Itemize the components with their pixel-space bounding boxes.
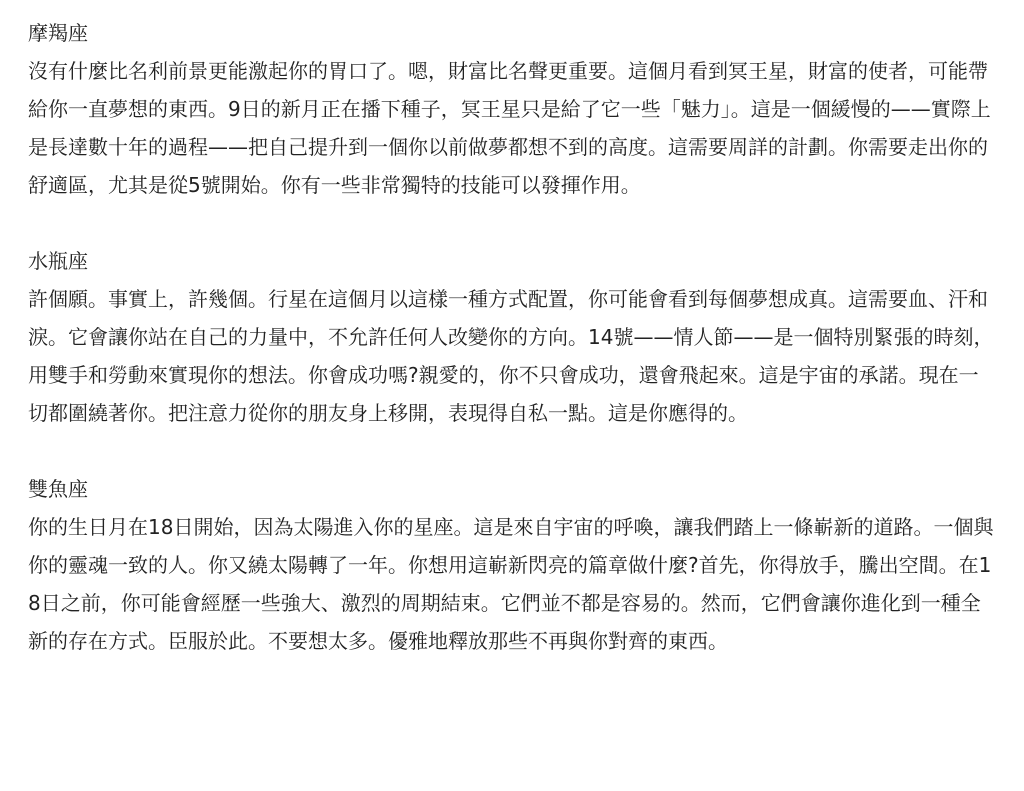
section-title: 雙魚座: [28, 477, 88, 501]
section-text: 你的生日月在18日開始，因為太陽進入你的星座。這是來自宇宙的呼喚，讓我們踏上一條嶄新的道路。一個與你的靈魂一致的人。你又繞太陽轉了一年。你想用這嶄新閃亮的篇章做什麼?首先，你得放手，騰出空間。在18日之前，你可能會經歷一些強大、激烈的周期結束。它們並不都是容易的。然而，它們會讓你進化到一種全新的存在方式。臣服於此。不要想太多。優雅地釋放那些不再與你對齊的東西。: [28, 515, 994, 653]
section-spacer: [28, 204, 996, 242]
section-title: 摩羯座: [28, 21, 88, 45]
horoscope-article: [28, 14, 996, 660]
section-text: 沒有什麼比名利前景更能激起你的胃口了。嗯，財富比名聲更重要。這個月看到冥王星，財富的使者，可能帶給你一直夢想的東西。9日的新月正在播下種子，冥王星只是給了它一些「魅力」。這是一個緩慢的——實際上是長達數十年的過程——把自己提升到一個你以前做夢都想不到的高度。這需要周詳的計劃。你需要走出你的舒適區，尤其是從5號開始。你有一些非常獨特的技能可以發揮作用。: [28, 59, 991, 197]
section-spacer: [28, 432, 996, 470]
section-capricorn: [28, 14, 996, 204]
section-pisces: [28, 470, 996, 660]
section-aquarius: [28, 242, 996, 432]
section-text: 許個願。事實上，許幾個。行星在這個月以這樣一種方式配置，你可能會看到每個夢想成真。這需要血、汗和淚。它會讓你站在自己的力量中，不允許任何人改變你的方向。14號——情人節——是一個特別緊張的時刻，用雙手和勞動來實現你的想法。你會成功嗎?親愛的，你不只會成功，還會飛起來。這是宇宙的承諾。現在一切都圍繞著你。把注意力從你的朋友身上移開，表現得自私一點。這是你應得的。: [28, 287, 994, 425]
section-title: 水瓶座: [28, 249, 88, 273]
